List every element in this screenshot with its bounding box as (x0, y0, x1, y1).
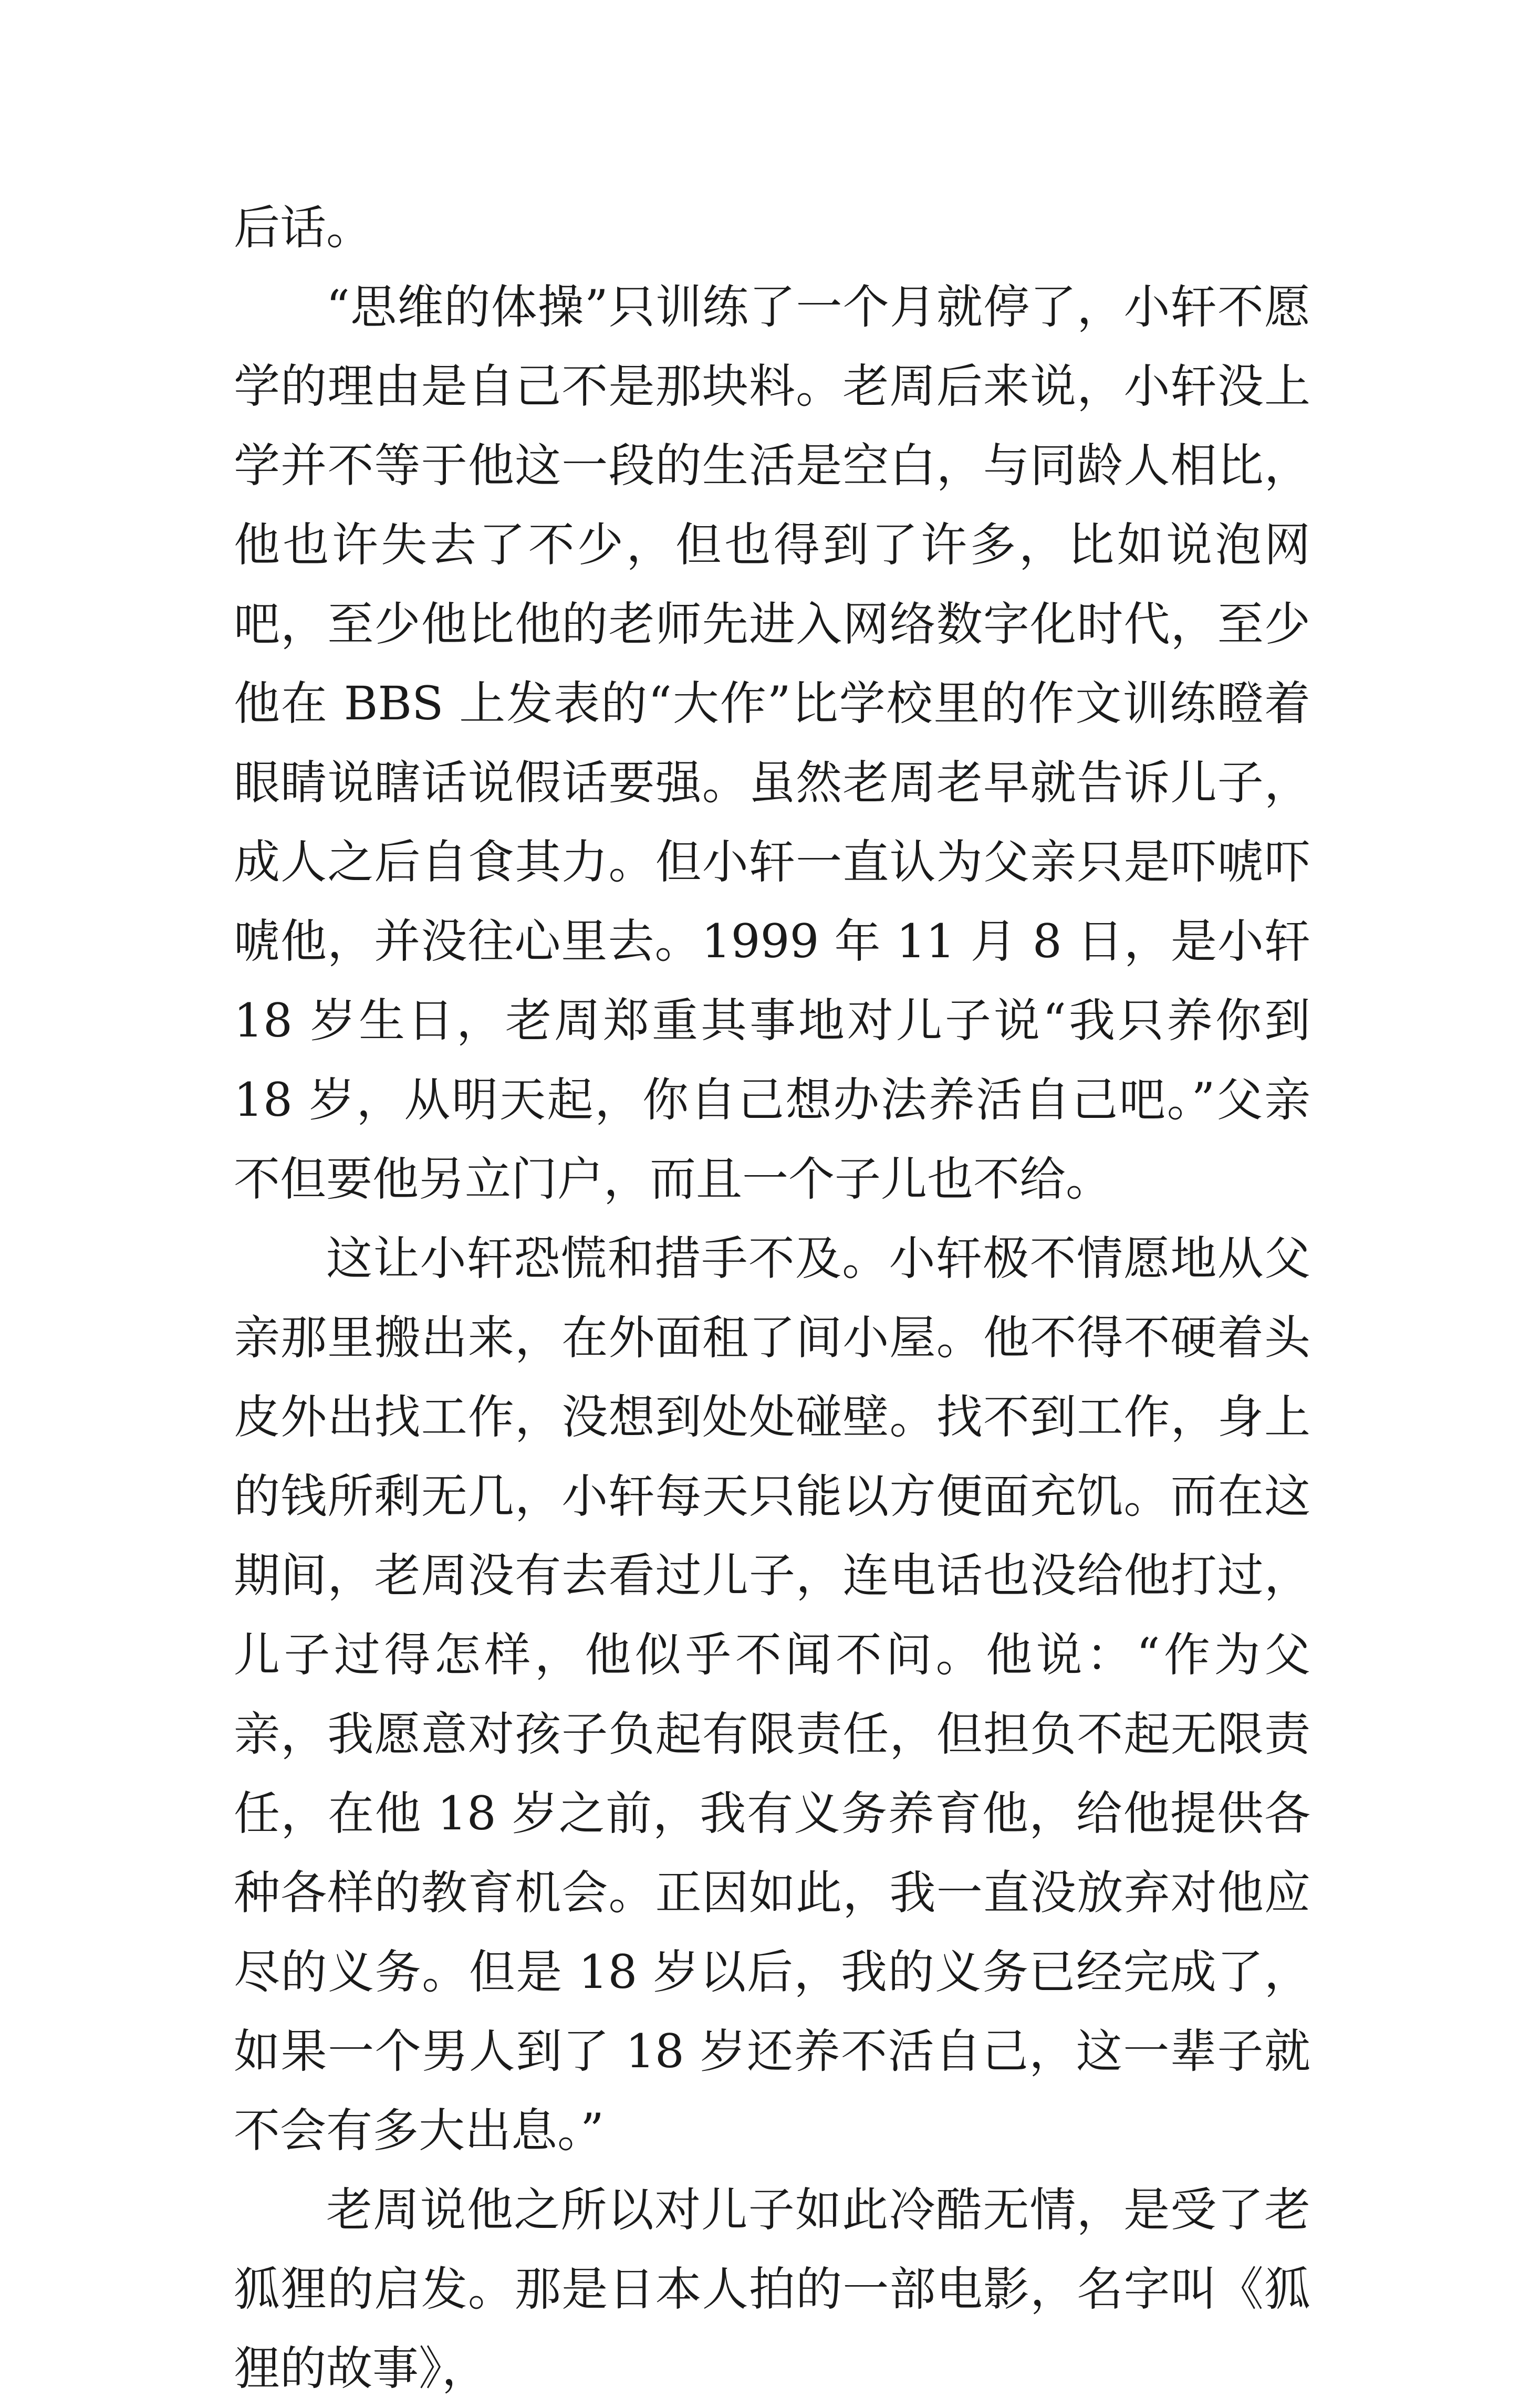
paragraph-3: 这让小轩恐慌和措手不及。小轩极不情愿地从父亲那里搬出来，在外面租了间小屋。他不得不硬着头皮外出找工作，没想到处处碰壁。找不到工作，身上的钱所剩无几，小轩每天只能以方便面充饥。而在这期间，老周没有去看过儿子，连电话也没给他打过，儿子过得怎样，他似乎不闻不问。他说：“作为父亲，我愿意对孩子负起有限责任，但担负不起无限责任，在他 18 岁之前，我有义务养育他，给他提供各种各样的教育机会。正因如此，我一直没放弃对他应尽的义务。但是 18 岁以后，我的义务已经完成了，如果一个男人到了 18 岁还养不活自己，这一辈子就不会有多大出息。” (234, 1231, 1310, 2158)
paragraph-4: 老周说他之所以对儿子如此冷酷无情，是受了老狐狸的启发。那是日本人拍的一部电影，名字叫《狐狸的故事》， (234, 2183, 1310, 2395)
body-text (234, 188, 1310, 2408)
paragraph-2: “思维的体操”只训练了一个月就停了，小轩不愿学的理由是自己不是那块料。老周后来说，小轩没上学并不等于他这一段的生活是空白，与同龄人相比，他也许失去了不少，但也得到了许多，比如说泡网吧，至少他比他的老师先进入网络数字化时代，至少他在 BBS 上发表的“大作”比学校里的作文训练瞪着眼睛说瞎话说假话要强。虽然老周老早就告诉儿子，成人之后自食其力。但小轩一直认为父亲只是吓唬吓唬他，并没往心里去。1999 年 11 月 8 日，是小轩 18 岁生日，老周郑重其事地对儿子说“我只养你到 18 岁，从明天起，你自己想办法养活自己吧。”父亲不但要他另立门户，而且一个子儿也不给。 (234, 280, 1310, 1206)
paragraph-1: 后话。 (234, 201, 373, 255)
